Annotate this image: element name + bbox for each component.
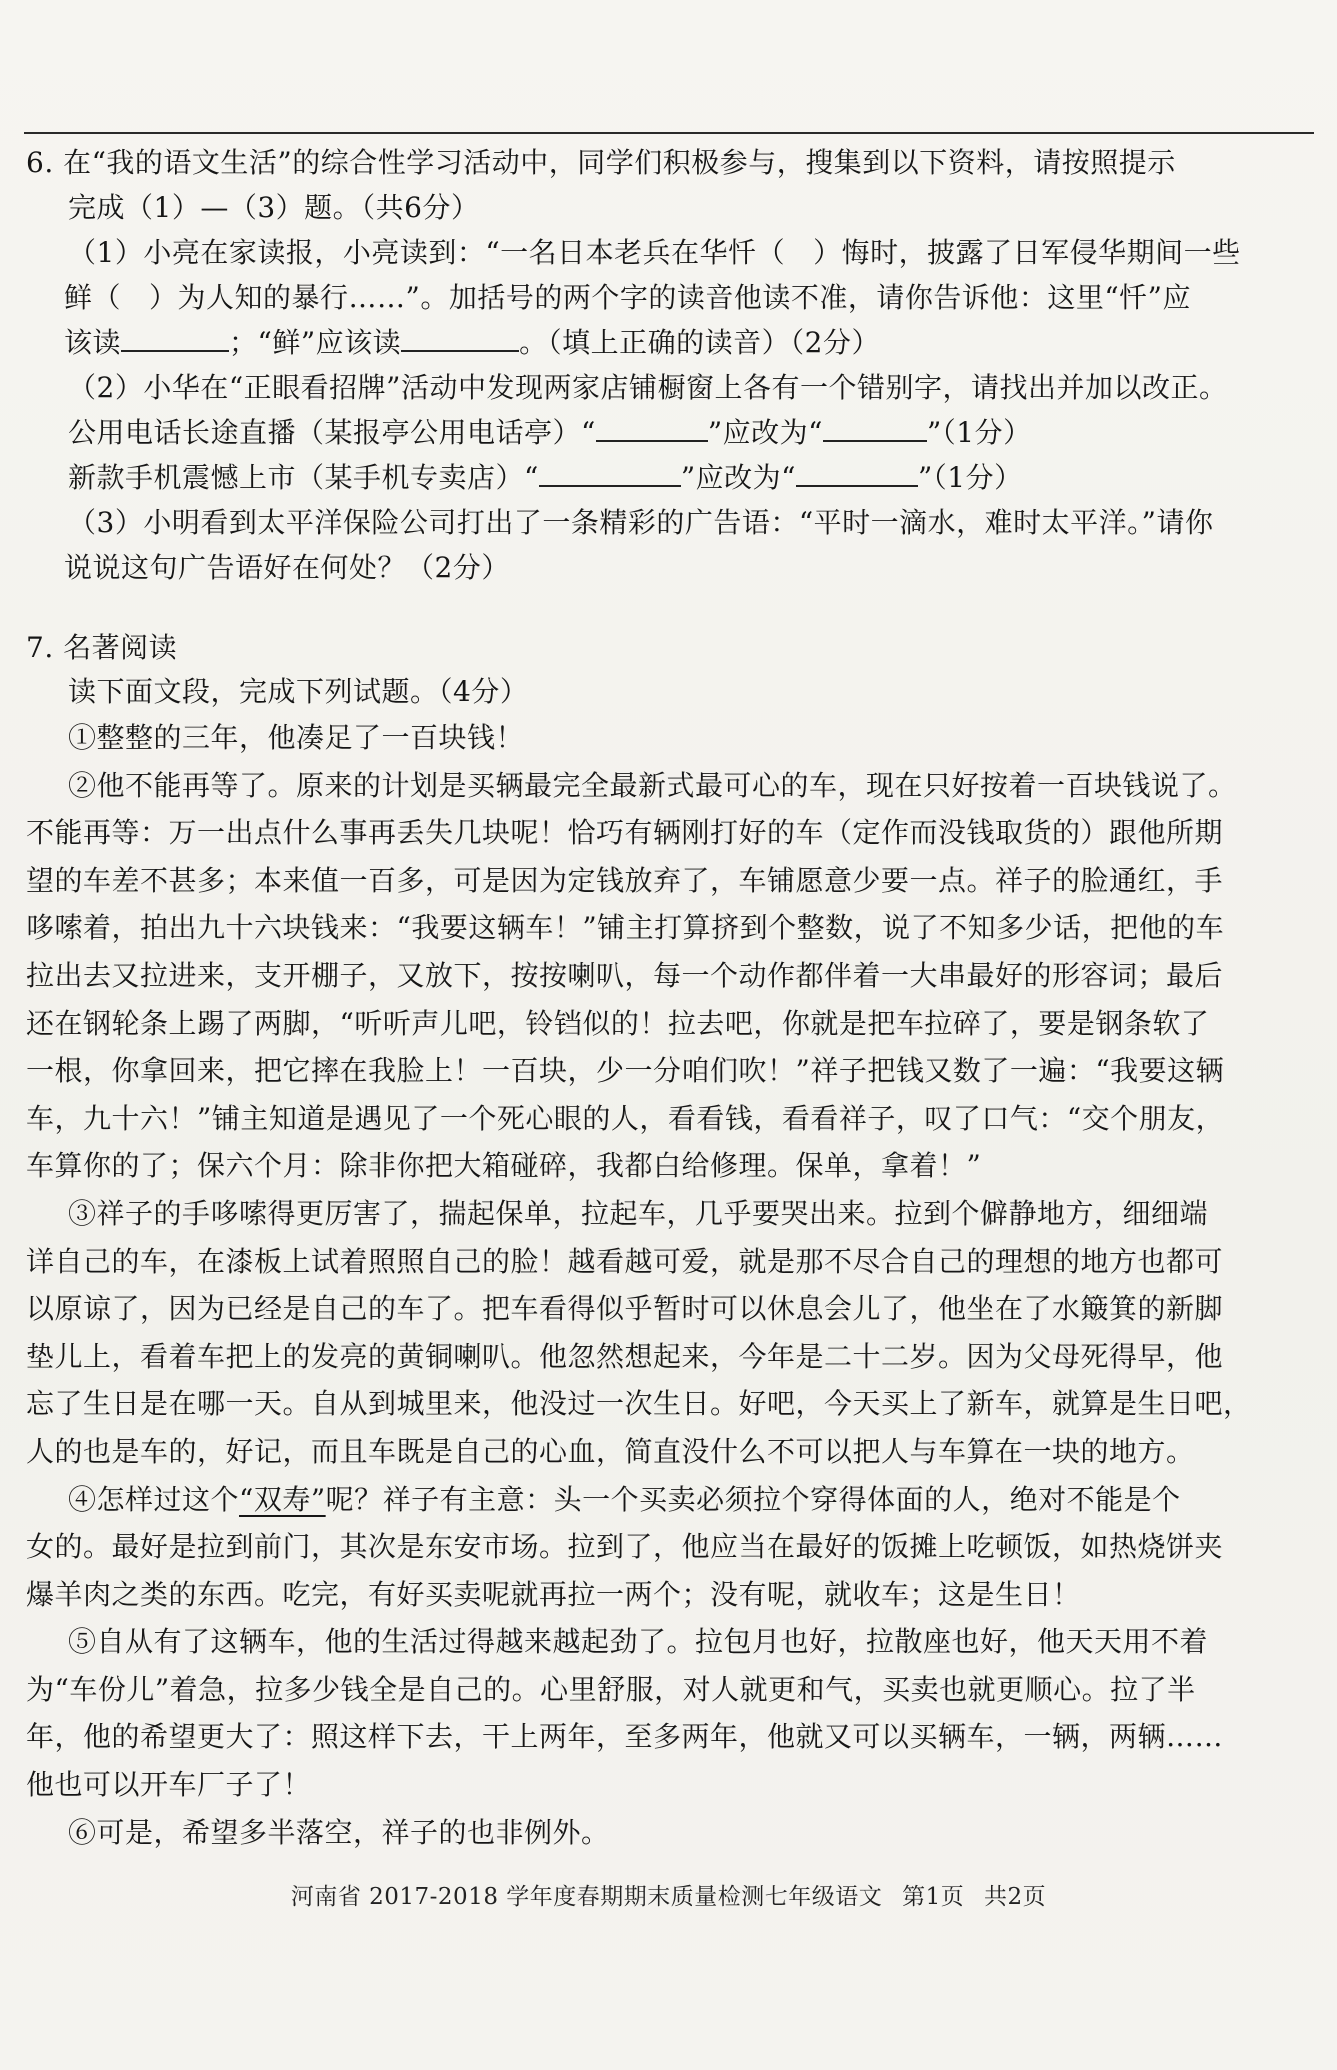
q6-part1-line [26, 230, 1306, 275]
exam-content [26, 140, 1306, 1856]
q6-part1-line [26, 320, 1306, 365]
answer-blank[interactable] [539, 457, 681, 487]
q6-part3-line: 说说这句广告语好在何处？（2分） [64, 551, 510, 584]
passage-para-1: ①整整的三年，他凑足了一百块钱！ [68, 721, 525, 754]
passage-para-2-line: 一根，你拿回来，把它摔在我脸上！一百块，少一分咱们吹！”祥子把钱又数了一遍：“我要这辆 [26, 1054, 1225, 1088]
passage-para-3-line: 人的也是车的，好记，而且车既是自己的心血，简直没什么不可以把人与车算在一块的地方。 [26, 1434, 1195, 1468]
passage-para-6: ⑥可是，希望多半落空，祥子的也非例外。 [68, 1815, 610, 1849]
passage-para-2-line: 车算你的了；保六个月：除非你把大箱碰碎，我都白给修理。保单，拿着！” [26, 1149, 982, 1183]
answer-blank[interactable] [823, 412, 927, 442]
q6-part1-text: ）悔时，披露了日军侵华期间一些 [813, 236, 1241, 269]
q7-title: 7. 名著阅读 [26, 631, 178, 664]
top-divider [24, 132, 1314, 134]
passage-para-2-line: 哆嗦着，拍出九十六块钱来：“我要这辆车！”铺主打算挤到个整数，说了不知多少话，把他的车 [26, 911, 1225, 945]
q6-part1-line [26, 275, 1306, 320]
passage-para-3-line: ③祥子的手哆嗦得更厉害了，揣起保单，拉起车，几乎要哭出来。拉到个僻静地方，细细端 [68, 1196, 1209, 1230]
passage-para-2-line: 还在钢轮条上踢了两脚，“听听声儿吧，铃铛似的！拉去吧，你就是把车拉碎了，要是钢条软了 [26, 1006, 1210, 1040]
q6-part2-text: 新款手机震憾上市（某手机专卖店）“ [68, 461, 539, 494]
q6-part2-text: ”应改为“ [680, 461, 796, 494]
q6-part2-text: ”（1分） [926, 416, 1032, 449]
passage-para-5-line: 为“车份儿”着急，拉多少钱全是自己的。心里舒服，对人就更和气，买卖也就更顺心。拉了半 [26, 1672, 1196, 1706]
page-footer [0, 1878, 1337, 1911]
passage-para-2-line: 不能再等：万一出点什么事再丢失几块呢！恰巧有辆刚打好的车（定作而没钱取货的）跟他所期 [26, 816, 1224, 850]
footer-total-pages: 共2页 [984, 1884, 1047, 1910]
footer-exam-name: 河南省 2017-2018 学年度春期期末质量检测七年级语文 [290, 1884, 883, 1910]
passage-para-4-line: 爆羊肉之类的东西。吃完，有好买卖呢就再拉一两个；没有呢，就收车；这是生日！ [26, 1577, 1081, 1611]
passage-para-5-line: 他也可以开车厂子了！ [26, 1768, 312, 1802]
passage-para-2-line: ②他不能再等了。原来的计划是买辆最完全最新式最可心的车，现在只好按着一百块钱说了。 [68, 768, 1237, 802]
passage-para-4-line [26, 1476, 1306, 1524]
q6-part2-text: ”（1分） [917, 461, 1023, 494]
answer-blank[interactable] [596, 412, 708, 442]
q6-part1-text: ；“鲜”应该读 [229, 326, 402, 359]
q6-part1-text: 鲜（ [64, 281, 122, 314]
passage-para-2-line: 车，九十六！”铺主知道是遇见了一个死心眼的人，看看钱，看看祥子，叹了口气：“交个朋友， [26, 1101, 1225, 1135]
passage-para-3-line: 以原谅了，因为已经是自己的车了。把车看得似乎暂时可以休息会儿了，他坐在了水簸箕的新脚 [26, 1292, 1224, 1326]
underlined-phrase: “双寿” [239, 1482, 326, 1516]
passage-para-2-line: 拉出去又拉进来，支开棚子，又放下，按按喇叭，每一个动作都伴着一大串最好的形容词；最后 [26, 958, 1224, 992]
q6-part1-text: 该读 [64, 326, 122, 359]
passage-para-5-line: 年，他的希望更大了：照这样下去，干上两年，至多两年，他就又可以买辆车，一辆，两辆…… [26, 1720, 1224, 1754]
q7-instruction: 读下面文段，完成下列试题。（4分） [68, 675, 529, 708]
q6-part2-text: 公用电话长途直播（某报亭公用电话亭）“ [68, 416, 596, 449]
passage-para-3-line: 垫儿上，看着车把上的发亮的黄铜喇叭。他忽然想起来，今年是二十二岁。因为父母死得早，他 [26, 1339, 1224, 1373]
q6-part2-line [26, 410, 1306, 455]
passage-text: 呢？祥子有主意：头一个买卖必须拉个穿得体面的人，绝对不能是个 [325, 1482, 1181, 1516]
passage-para-2-line: 望的车差不甚多；本来值一百多，可是因为定钱放弃了，车铺愿意少要一点。祥子的脸通红，手 [26, 863, 1224, 897]
question-6 [26, 140, 1306, 590]
footer-page-number: 第1页 [902, 1884, 965, 1910]
q6-stem-line: 6. 在“我的语文生活”的综合性学习活动中，同学们积极参与，搜集到以下资料，请按照提示 [26, 146, 1176, 179]
q6-part1-text: ）为人知的暴行……”。加括号的两个字的读音他读不准，请你告诉他：这里“忏”应 [149, 281, 1191, 314]
q6-part2-text: ”应改为“ [707, 416, 823, 449]
q6-stem-line: 完成（1）—（3）题。（共6分） [68, 191, 480, 224]
q6-part2-line [26, 455, 1306, 500]
passage-para-5-line: ⑤自从有了这辆车，他的生活过得越来越起劲了。拉包月也好，拉散座也好，他天天用不着 [68, 1625, 1209, 1659]
passage-para-3-line: 详自己的车，在漆板上试着照照自己的脸！越看越可爱，就是那不尽合自己的理想的地方也都可 [26, 1244, 1224, 1278]
q6-part3-line: （3）小明看到太平洋保险公司打出了一条精彩的广告语：“平时一滴水，难时太平洋。”请你 [68, 506, 1214, 539]
q6-part1-text: 。（填上正确的读音）（2分） [519, 326, 880, 359]
passage-para-4-line: 女的。最好是拉到前门，其次是东安市场。拉到了，他应当在最好的饭摊上吃顿饭，如热烧饼夹 [26, 1530, 1224, 1564]
q6-part1-text: （1）小亮在家读报，小亮读到：“一名日本老兵在华忏（ [68, 236, 786, 269]
passage-para-3-line: 忘了生日是在哪一天。自从到城里来，他没过一次生日。好吧，今天买上了新车，就算是生日吧， [26, 1387, 1252, 1421]
passage-text: ④怎样过这个 [68, 1482, 240, 1516]
answer-blank[interactable] [796, 457, 918, 487]
question-7 [26, 626, 1306, 1856]
q6-part2-intro: （2）小华在“正眼看招牌”活动中发现两家店铺橱窗上各有一个错别字，请找出并加以改正。 [68, 371, 1228, 404]
answer-blank[interactable] [401, 322, 519, 352]
answer-blank[interactable] [121, 322, 229, 352]
